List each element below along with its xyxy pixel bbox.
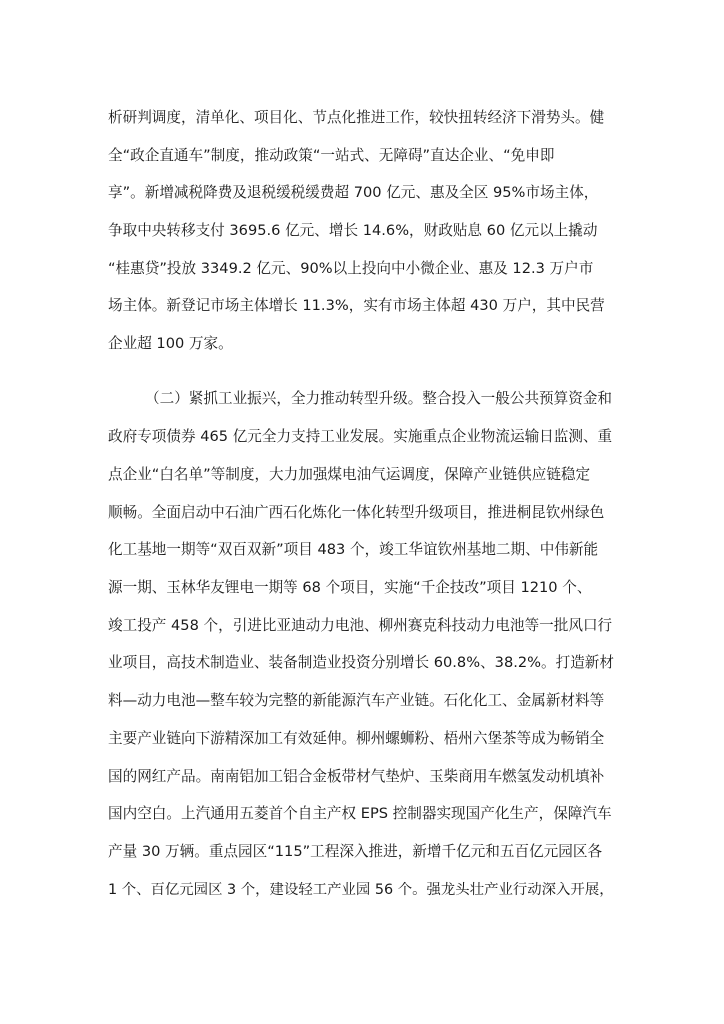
text-line: 料—动力电池—整车较为完整的新能源汽车产业链。石化化工、金属新材料等: [108, 692, 605, 709]
text-line: 国内空白。上汽通用五菱首个自主产权 EPS 控制器实现国产化生产，保障汽车: [108, 805, 612, 822]
text-line: 主要产业链向下游精深加工有效延伸。柳州螺蛳粉、梧州六堡茶等成为畅销全: [108, 730, 605, 747]
text-line: 场主体。新登记市场主体增长 11.3%，实有市场主体超 430 万户，其中民营: [108, 297, 605, 314]
text-line: 析研判调度，清单化、项目化、节点化推进工作，较快扭转经济下滑势头。健: [108, 109, 605, 126]
text-line: 企业超 100 万家。: [108, 335, 233, 352]
text-line: 化工基地一期等“双百双新”项目 483 个，竣工华谊钦州基地二期、中伟新能: [108, 541, 599, 558]
text-line: 点企业“白名单”等制度，大力加强煤电油气运调度，保障产业链供应链稳定: [108, 466, 591, 483]
text-line: 顺畅。全面启动中石油广西石化炼化一体化转型升级项目，推进桐昆钦州绿色: [108, 504, 605, 521]
section-heading-line: （二）紧抓工业振兴，全力推动转型升级。整合投入一般公共预算资金和: [145, 390, 613, 407]
text-line: 产量 30 万辆。重点园区“115”工程深入推进，新增千亿元和五百亿元园区各: [108, 843, 603, 860]
text-line: 业项目，高技术制造业、装备制造业投资分别增长 60.8%、38.2%。打造新材: [108, 654, 614, 671]
text-line: 全“政企直通车”制度，推动政策“一站式、无障碍”直达企业、“免申即: [108, 147, 555, 164]
text-line: 竣工投产 458 个，引进比亚迪动力电池、柳州赛克科技动力电池等一批风口行: [108, 617, 613, 634]
text-line: 政府专项债券 465 亿元全力支持工业发展。实施重点企业物流运输日监测、重: [108, 428, 613, 445]
text-line: 1 个、百亿元园区 3 个，建设轻工产业园 56 个。强龙头壮产业行动深入开展，: [108, 882, 614, 898]
text-line: 争取中央转移支付 3695.6 亿元、增长 14.6%，财政贴息 60 亿元以上撬动: [108, 222, 598, 239]
text-line: 国的网红产品。南南铝加工铝合金板带材气垫炉、玉柴商用车燃氢发动机填补: [108, 768, 605, 785]
text-line: “桂惠贷”投放 3349.2 亿元、90%以上投向中小微企业、惠及 12.3 万户市: [108, 260, 594, 277]
text-line: 享”。新增减税降费及退税缓税缓费超 700 亿元、惠及全区 95%市场主体，: [108, 184, 599, 201]
text-line: 源一期、玉林华友锂电一期等 68 个项目，实施“千企技改”项目 1210 个、: [108, 579, 592, 596]
